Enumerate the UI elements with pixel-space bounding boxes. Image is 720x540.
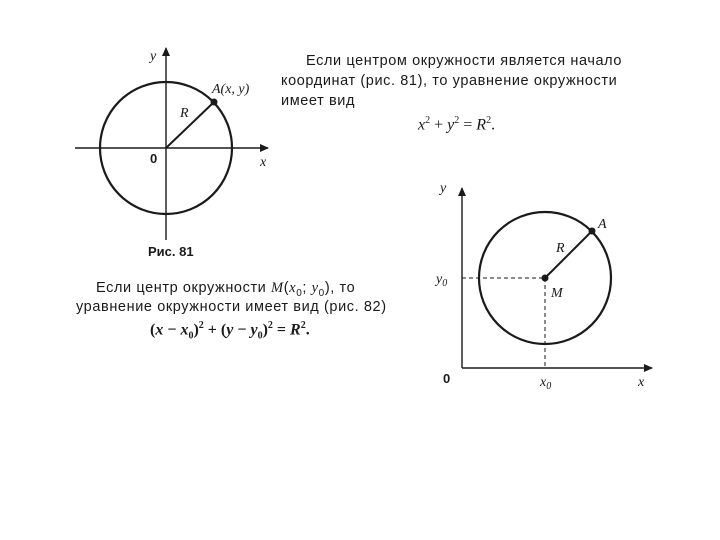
text2-line1: Если центр окружности $M(x_0$; $y_0$), то <box>96 280 356 299</box>
fig82-point-a-label: A <box>598 217 607 232</box>
fig81-y-label: y <box>150 49 157 64</box>
text1-line2: координат (рис. 81), то уравнение окружности <box>281 73 618 89</box>
fig82-y0-label: $y_0$ <box>436 272 448 289</box>
fig82-point-a <box>589 228 596 235</box>
fig82-origin-label: 0 <box>443 371 451 386</box>
fig81-point-label: A(x, y) <box>212 82 250 97</box>
fig82-x0-label: $x_0$ <box>540 375 552 392</box>
fig82-center-label: M <box>551 286 563 301</box>
fig81-caption: Рис. 81 <box>148 244 194 259</box>
fig82-y-label: y <box>440 181 447 196</box>
formula-2: $(x - x_0)^2 + (y - y_0)^2 = R^2$. <box>150 320 310 342</box>
fig81-origin-label: 0 <box>150 151 158 166</box>
fig82-radius-label: R <box>556 241 565 256</box>
text2-line2: уравнение окружности имеет вид (рис. 82) <box>76 299 387 315</box>
fig81-x-label: x <box>260 155 267 170</box>
text1-line3: имеет вид <box>281 93 356 109</box>
fig81-radius-label: R <box>180 106 189 121</box>
fig82-radius <box>545 231 592 278</box>
fig82-x-label: x <box>638 375 645 390</box>
fig82-center-m <box>542 275 549 282</box>
text1-line1: Если центром окружности является начало <box>306 53 623 69</box>
formula-1: $x^2 + y^2 = R^2$. <box>418 115 496 134</box>
